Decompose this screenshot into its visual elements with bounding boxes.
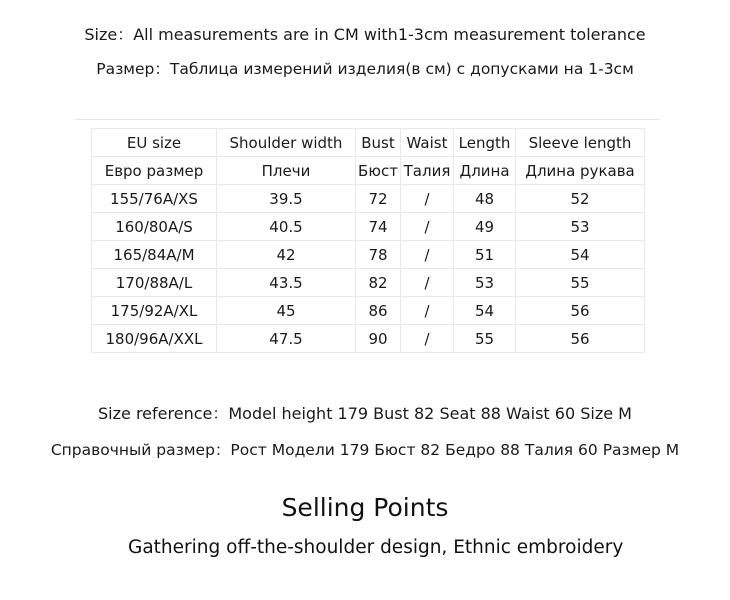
- table-cell-waist: /: [401, 269, 454, 297]
- header-cell-en-sleeve-length: Sleeve length: [516, 129, 645, 157]
- size-reference-en: Size reference：Model height 179 Bust 82 Seat 88 Waist 60 Size M: [98, 404, 632, 423]
- header-row-ru: [92, 157, 645, 185]
- header-cell-en-waist: Waist: [401, 129, 454, 157]
- size-table-container: [75, 119, 660, 360]
- table-cell-eu-size: 155/76A/XS: [92, 185, 217, 213]
- table-row: [92, 213, 645, 241]
- table-cell-eu-size: 170/88A/L: [92, 269, 217, 297]
- table-cell-shoulder-width: 40.5: [217, 213, 356, 241]
- table-cell-sleeve-length: 54: [516, 241, 645, 269]
- table-row: [92, 185, 645, 213]
- table-cell-bust: 78: [356, 241, 401, 269]
- table-cell-length: 55: [454, 325, 516, 353]
- table-cell-shoulder-width: 43.5: [217, 269, 356, 297]
- table-cell-waist: /: [401, 325, 454, 353]
- table-cell-sleeve-length: 52: [516, 185, 645, 213]
- table-cell-shoulder-width: 39.5: [217, 185, 356, 213]
- table-cell-waist: /: [401, 213, 454, 241]
- table-cell-waist: /: [401, 185, 454, 213]
- header-cell-ru-waist: Талия: [401, 157, 454, 185]
- table-cell-bust: 74: [356, 213, 401, 241]
- header-cell-en-bust: Bust: [356, 129, 401, 157]
- header-cell-ru-shoulder-width: Плечи: [217, 157, 356, 185]
- size-reference-ru: Справочный размер：Рост Модели 179 Бюст 82 Бедро 88 Талия 60 Размер M: [50, 441, 680, 459]
- table-cell-length: 51: [454, 241, 516, 269]
- table-cell-shoulder-width: 42: [217, 241, 356, 269]
- header-cell-ru-eu-size: Евро размер: [92, 157, 217, 185]
- table-row: [92, 241, 645, 269]
- table-row: [92, 325, 645, 353]
- size-note-en: Size：All measurements are in CM with1-3cm measurement tolerance: [84, 25, 646, 44]
- table-cell-eu-size: 165/84A/M: [92, 241, 217, 269]
- header-row-en: [92, 129, 645, 157]
- selling-points-title: Selling Points: [281, 493, 449, 522]
- table-cell-sleeve-length: 53: [516, 213, 645, 241]
- table-cell-length: 54: [454, 297, 516, 325]
- table-cell-bust: 82: [356, 269, 401, 297]
- table-cell-eu-size: 180/96A/XXL: [92, 325, 217, 353]
- header-cell-en-shoulder-width: Shoulder width: [217, 129, 356, 157]
- size-note-ru: Размер：Таблица измерений изделия(в см) с допусками на 1-3см: [96, 60, 634, 78]
- table-cell-bust: 86: [356, 297, 401, 325]
- header-cell-ru-length: Длина: [454, 157, 516, 185]
- size-table: [91, 128, 645, 353]
- header-cell-en-eu-size: EU size: [92, 129, 217, 157]
- table-cell-length: 49: [454, 213, 516, 241]
- table-cell-bust: 72: [356, 185, 401, 213]
- table-cell-sleeve-length: 56: [516, 325, 645, 353]
- table-cell-sleeve-length: 55: [516, 269, 645, 297]
- table-cell-shoulder-width: 47.5: [217, 325, 356, 353]
- table-row: [92, 297, 645, 325]
- table-cell-eu-size: 175/92A/XL: [92, 297, 217, 325]
- table-cell-eu-size: 160/80A/S: [92, 213, 217, 241]
- table-cell-shoulder-width: 45: [217, 297, 356, 325]
- table-cell-sleeve-length: 56: [516, 297, 645, 325]
- table-cell-bust: 90: [356, 325, 401, 353]
- selling-points-text: Gathering off-the-shoulder design, Ethnic embroidery: [128, 537, 624, 558]
- table-cell-length: 48: [454, 185, 516, 213]
- header-cell-ru-sleeve-length: Длина рукава: [516, 157, 645, 185]
- table-row: [92, 269, 645, 297]
- table-cell-waist: /: [401, 241, 454, 269]
- table-cell-waist: /: [401, 297, 454, 325]
- header-cell-ru-bust: Бюст: [356, 157, 401, 185]
- table-cell-length: 53: [454, 269, 516, 297]
- header-cell-en-length: Length: [454, 129, 516, 157]
- size-table-body: [92, 129, 645, 353]
